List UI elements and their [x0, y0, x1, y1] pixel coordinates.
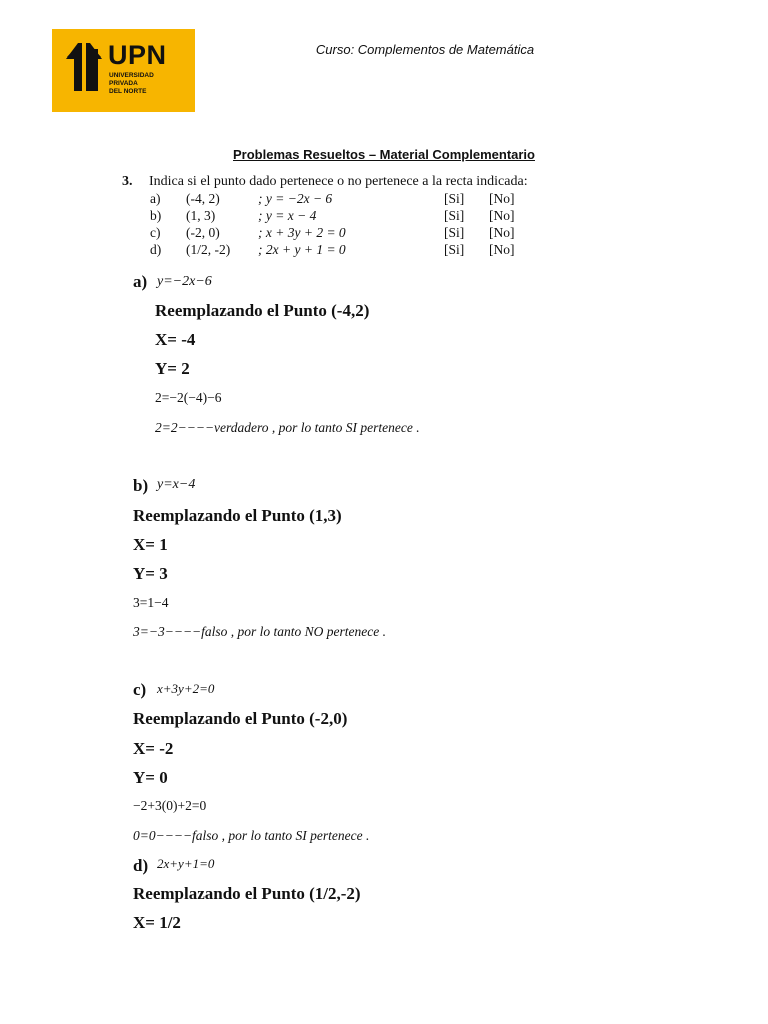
item-si: [Si] [444, 225, 465, 240]
y-value: Y= 3 [133, 564, 168, 583]
x-value: X= 1/2 [133, 913, 181, 932]
item-si: [Si] [444, 242, 465, 257]
logo-sub-2: PRIVADA [109, 80, 138, 87]
solution-label: b) [133, 476, 149, 495]
logo-subtitle [109, 72, 154, 96]
problem-statement: Indica si el punto dado pertenece o no pertenece a la recta indicada: [149, 174, 528, 189]
item-equation: ; y = −2x − 6 [258, 191, 333, 206]
item-letter: c) [150, 225, 161, 240]
item-no: [No] [489, 242, 515, 257]
logo-text: UPN [108, 40, 167, 70]
item-no: [No] [489, 191, 515, 206]
conclusion-step: 2=2−−−−verdadero , por lo tanto SI pertenece . [155, 420, 420, 435]
item-point: (1, 3) [186, 208, 216, 223]
item-si: [Si] [444, 208, 465, 223]
item-letter: b) [150, 208, 162, 223]
course-title: Curso: Complementos de Matemática [315, 42, 535, 57]
replace-point: Reemplazando el Punto (1,3) [133, 506, 342, 525]
conclusion-step: 3=−3−−−−falso , por lo tanto NO pertenece . [133, 624, 387, 639]
conclusion-step: 0=0−−−−falso , por lo tanto SI pertenece . [133, 828, 370, 843]
solution-equation: y=−2x−6 [157, 274, 212, 289]
item-equation: ; y = x − 4 [258, 208, 317, 223]
solution-equation: y=x−4 [157, 477, 196, 492]
item-letter: d) [150, 242, 162, 257]
item-equation: ; x + 3y + 2 = 0 [258, 225, 346, 240]
y-value: Y= 2 [155, 359, 190, 378]
replace-point: Reemplazando el Punto (-2,0) [133, 709, 348, 728]
solution-equation: 2x+y+1=0 [157, 856, 215, 871]
substitution-step: 2=−2(−4)−6 [155, 390, 222, 405]
replace-point: Reemplazando el Punto (-4,2) [155, 301, 370, 320]
item-letter: a) [150, 191, 161, 206]
logo-sub-3: DEL NORTE [109, 88, 147, 95]
item-si: [Si] [444, 191, 465, 206]
x-value: X= -2 [133, 739, 174, 758]
item-point: (-4, 2) [186, 191, 220, 206]
item-point: (1/2, -2) [186, 242, 231, 257]
solution-label: c) [133, 680, 147, 699]
item-no: [No] [489, 225, 515, 240]
solution-equation: x+3y+2=0 [157, 681, 215, 696]
y-value: Y= 0 [133, 768, 168, 787]
x-value: X= -4 [155, 330, 196, 349]
substitution-step: 3=1−4 [133, 595, 169, 610]
item-equation: ; 2x + y + 1 = 0 [258, 242, 346, 257]
substitution-step: −2+3(0)+2=0 [133, 798, 207, 813]
logo-sub-1: UNIVERSIDAD [109, 72, 154, 79]
replace-point: Reemplazando el Punto (1/2,-2) [133, 884, 361, 903]
solution-label: d) [133, 856, 149, 875]
solution-label: a) [133, 272, 148, 291]
problem-number: 3. [122, 174, 133, 189]
document-title: Problemas Resueltos – Material Complementario [233, 147, 535, 162]
item-point: (-2, 0) [186, 225, 220, 240]
x-value: X= 1 [133, 535, 168, 554]
item-no: [No] [489, 208, 515, 223]
